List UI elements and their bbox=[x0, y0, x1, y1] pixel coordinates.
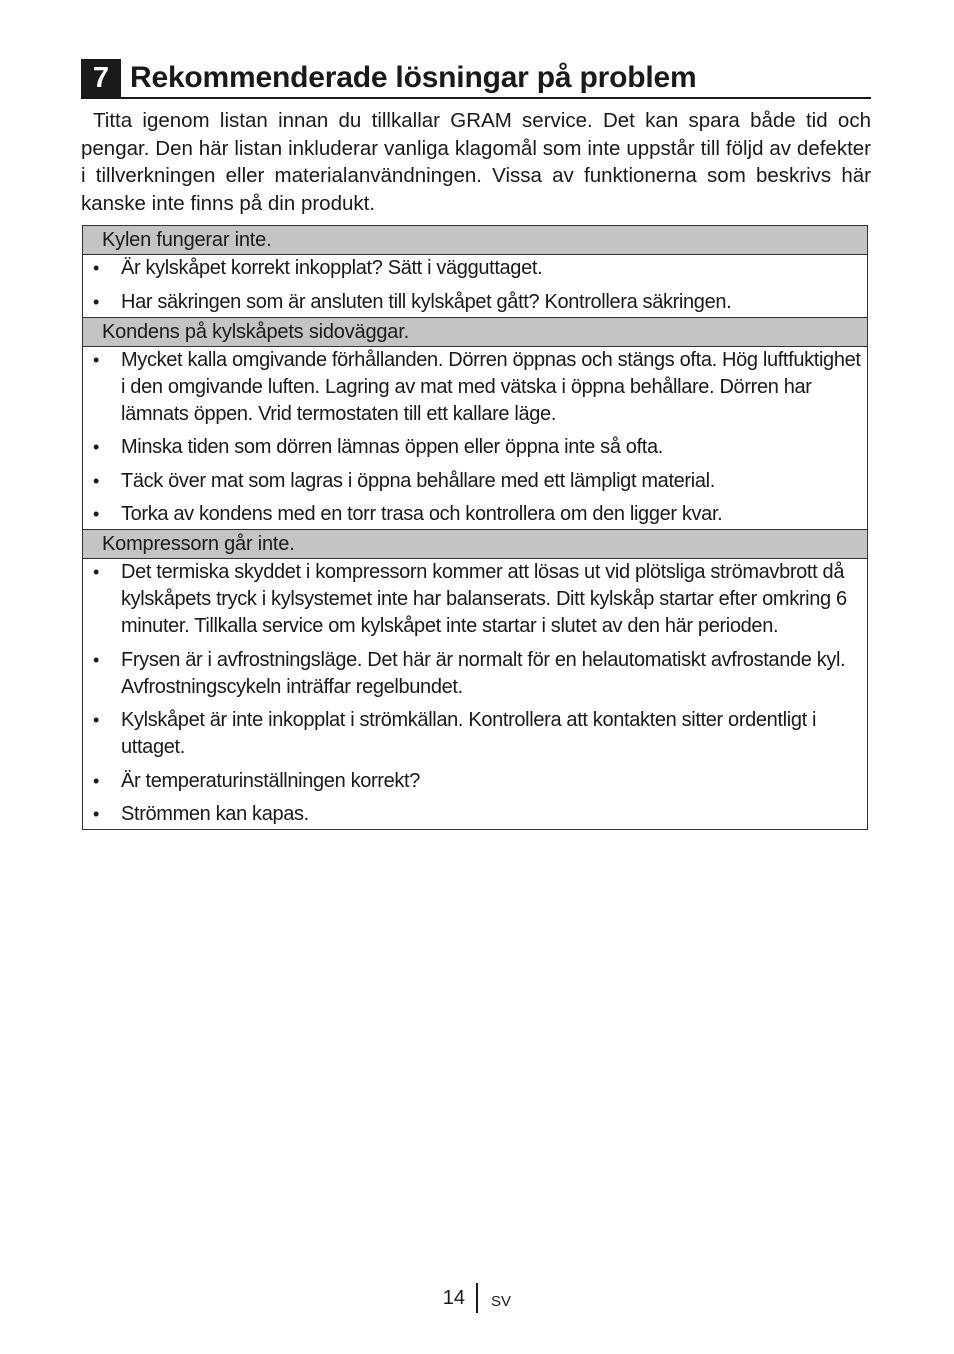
section-heading bbox=[81, 59, 871, 99]
bullet-icon: • bbox=[93, 649, 99, 670]
solution-item bbox=[83, 647, 861, 701]
bullet-icon: • bbox=[93, 470, 99, 491]
intro-paragraph: Titta igenom listan innan du tillkallar GRAM service. Det kan spara både tid och pengar. Den här listan inkluderar vanliga klagomål som inte uppstår till följd av defekter i tillverkningen eller materialanvändningen. Vissa av funktionerna som beskrivs här kanske inte finns på din produkt. bbox=[81, 109, 871, 215]
solution-item bbox=[83, 347, 861, 428]
solution-item bbox=[83, 468, 861, 495]
problem-header: Kompressorn går inte. bbox=[83, 530, 867, 559]
bullet-icon: • bbox=[93, 349, 99, 370]
solution-item bbox=[83, 768, 861, 795]
solution-item bbox=[83, 559, 861, 640]
solution-text: Är kylskåpet korrekt inkopplat? Sätt i vägguttaget. bbox=[121, 257, 543, 279]
page-title: Rekommenderade lösningar på problem bbox=[130, 61, 697, 94]
solutions-list bbox=[83, 255, 867, 318]
solution-item bbox=[83, 707, 861, 761]
solution-text: Torka av kondens med en torr trasa och kontrollera om den ligger kvar. bbox=[121, 503, 723, 525]
solution-item bbox=[83, 434, 861, 461]
troubleshooting-table bbox=[82, 225, 868, 830]
bullet-icon: • bbox=[93, 258, 99, 278]
solution-text: Det termiska skyddet i kompressorn kommer att lösas ut vid plötsliga strömavbrott då kylskåpets tryck i kylsystemet inte har balanserats. Ditt kylskåp startar efter omkring 6 minuter. Tillkalla service om kylskåpet inte startar i slutet av den här perioden. bbox=[121, 561, 847, 637]
solution-text: Är temperaturinställningen korrekt? bbox=[121, 769, 421, 792]
problem-header: Kondens på kylskåpets sidoväggar. bbox=[83, 318, 867, 347]
solution-text: Täck över mat som lagras i öppna behållare med ett lämpligt material. bbox=[121, 469, 715, 492]
bullet-icon: • bbox=[93, 291, 99, 312]
page-footer bbox=[0, 1283, 954, 1313]
language-code: SV bbox=[491, 1293, 512, 1310]
bullet-icon: • bbox=[93, 710, 99, 730]
footer-divider bbox=[476, 1283, 478, 1313]
solution-item bbox=[83, 255, 861, 282]
solution-item bbox=[83, 289, 861, 316]
solution-text: Frysen är i avfrostningsläge. Det här är normalt för en helautomatiskt avfrostande kyl. Avfrostningscykeln inträffar regelbundet. bbox=[121, 648, 846, 698]
solution-text: Strömmen kan kapas. bbox=[121, 803, 309, 825]
solution-item bbox=[83, 801, 861, 828]
solution-text: Minska tiden som dörren lämnas öppen eller öppna inte så ofta. bbox=[121, 436, 663, 458]
solution-text: Mycket kalla omgivande förhållanden. Dörren öppnas och stängs ofta. Hög luftfuktighet i den omgivande luften. Lagring av mat med vätska i öppna behållare. Dörren har lämnats öppen. Vrid termostaten till ett kallare läge. bbox=[121, 348, 861, 425]
solution-text: Har säkringen som är ansluten till kylskåpet gått? Kontrollera säkringen. bbox=[121, 290, 732, 313]
section-number-badge: 7 bbox=[81, 59, 121, 97]
solutions-list bbox=[83, 559, 867, 828]
bullet-icon: • bbox=[93, 562, 99, 582]
solutions-list bbox=[83, 347, 867, 531]
bullet-icon: • bbox=[93, 437, 99, 457]
problem-header: Kylen fungerar inte. bbox=[83, 226, 867, 255]
solution-text: Kylskåpet är inte inkopplat i strömkällan. Kontrollera att kontakten sitter ordentligt i uttaget. bbox=[121, 709, 817, 758]
solution-item bbox=[83, 501, 861, 528]
bullet-icon: • bbox=[93, 804, 99, 824]
page-number: 14 bbox=[442, 1287, 465, 1309]
bullet-icon: • bbox=[93, 770, 99, 791]
bullet-icon: • bbox=[93, 504, 99, 524]
